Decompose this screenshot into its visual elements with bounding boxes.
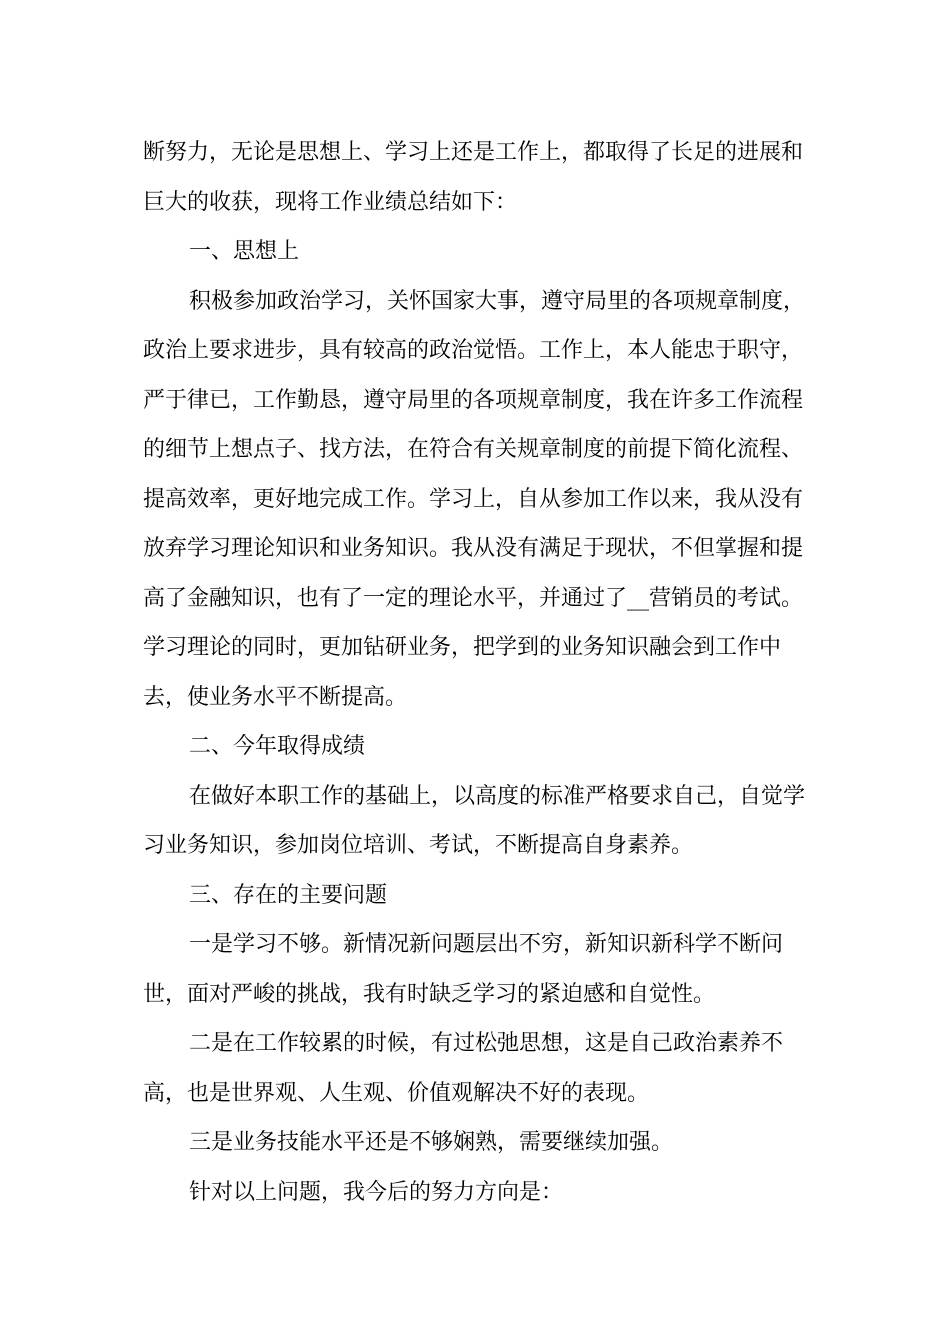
heading-achievements: 二、今年取得成绩 [189,734,366,759]
paragraph-direction: 针对以上问题，我今后的努力方向是： [189,1179,564,1205]
paragraph-achievements: 在做好本职工作的基础上，以高度的标准严格要求自己，自觉学习业务知识，参加岗位培训、考试，不断提高自身素养。 [143,783,806,858]
paragraph-problem-1: 一是学习不够。新情况新问题层出不穷，新知识新科学不断问世，面对严峻的挑战，我有时缺乏学习的紧迫感和自觉性。 [143,932,784,1007]
paragraph-problem-3: 三是业务技能水平还是不够娴熟，需要继续加强。 [189,1130,674,1155]
paragraph-intro: 断努力，无论是思想上、学习上还是工作上，都取得了长足的进展和巨大的收获，现将工作业绩总结如下： [143,140,804,215]
paragraph-problem-2: 二是在工作较累的时候，有过松弛思想，这是自己政治素养不高，也是世界观、人生观、价值观解决不好的表现。 [143,1031,784,1106]
heading-ideology: 一、思想上 [189,239,300,264]
document-body [143,128,808,1217]
heading-problems: 三、存在的主要问题 [189,882,388,908]
paragraph-ideology: 积极参加政治学习，关怀国家大事，遵守局里的各项规章制度，政治上要求进步，具有较高的政治觉悟。工作上，本人能忠于职守，严于律已，工作勤恳，遵守局里的各项规章制度，我在许多工作流程的细节上想点子、找方法，在符合有关规章制度的前提下简化流程、提高效率，更好地完成工作。学习上，自从参加工作以来，我从没有放弃学习理论知识和业务知识。我从没有满足于现状，不但掌握和提高了金融知识，也有了一定的理论水平，并通过了__营销员的考试。学习理论的同时，更加钻研业务，把学到的业务知识融会到工作中去，使业务水平不断提高。 [143,288,806,710]
